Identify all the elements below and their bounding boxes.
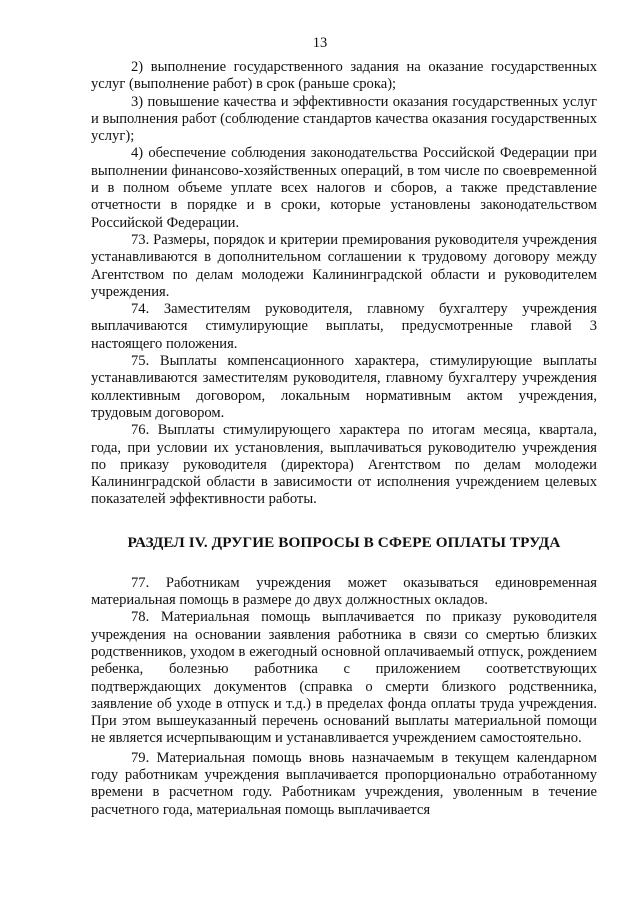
section-heading: РАЗДЕЛ IV. ДРУГИЕ ВОПРОСЫ В СФЕРЕ ОПЛАТЫ ТРУДА bbox=[127, 533, 561, 551]
paragraph-73: 73. Размеры, порядок и критерии премирования руководителя учреждения устанавливаются в дополнительном соглашении к трудовому договору между Агентством по делам молодежи Калининградской области и руководителем учреждения. bbox=[91, 231, 597, 300]
page-number: 13 bbox=[312, 35, 328, 51]
paragraph-74: 74. Заместителям руководителя, главному бухгалтеру учреждения выплачиваются стимулирующие выплаты, предусмотренные главой 3 настоящего положения. bbox=[91, 301, 597, 352]
paragraph-item-3: 3) повышение качества и эффективности оказания государственных услуг и выполнения работ (соблюдение стандартов качества оказания государственных услуг); bbox=[91, 93, 597, 145]
paragraph-76: 76. Выплаты стимулирующего характера по итогам месяца, квартала, года, при условии их установления, выплачиваться руководителю учреждения по приказу руководителя (директора) Агентством по делам молодежи Калининградской области в зависимости от исполнения учреждением целевых показателей эффективности работы. bbox=[91, 422, 597, 508]
paragraph-item-4: 4) обеспечение соблюдения законодательства Российской Федерации при выполнении финансово-хозяйственных операций, в том числе по своевременной и в полном объеме уплате всех налогов и сборов, а также представление отчетности в порядке и в сроки, которые установлены законодательством Российской Федерации. bbox=[91, 145, 597, 231]
paragraph-75: 75. Выплаты компенсационного характера, стимулирующие выплаты устанавливаются заместителям руководителя, главному бухгалтеру учреждения коллективным договором, локальным нормативным актом учреждения, трудовым договором. bbox=[91, 353, 597, 421]
document-body bbox=[91, 59, 597, 819]
paragraph-item-2: 2) выполнение государственного задания на оказание государственных услуг (выполнение работ) в срок (раньше срока); bbox=[91, 59, 597, 93]
paragraph-77: 77. Работникам учреждения может оказываться единовременная материальная помощь в размере до двух должностных окладов. bbox=[91, 574, 597, 609]
paragraph-78: 78. Материальная помощь выплачивается по приказу руководителя учреждения на основании заявления работника в связи со смертью близких родственников, уходом в ежегодный основной оплачиваемый отпуск, рождением ребенка, болезнью работника с приложением соответствующих подтверждающих документов (справка о смерти близкого родственника, заявление об уходе в отпуск и т.д.) в пределах фонда оплаты труда учреждения. При этом вышеуказанный перечень оснований выплаты материальной помощи не является исчерпывающим и устанавливается учреждением самостоятельно. bbox=[91, 609, 597, 747]
paragraph-79: 79. Материальная помощь вновь назначаемым в текущем календарном году работникам учреждения выплачивается пропорционально отработанному времени в расчетном году. Работникам учреждения, уволенным в течение расчетного года, материальная помощь выплачивается bbox=[91, 749, 597, 818]
